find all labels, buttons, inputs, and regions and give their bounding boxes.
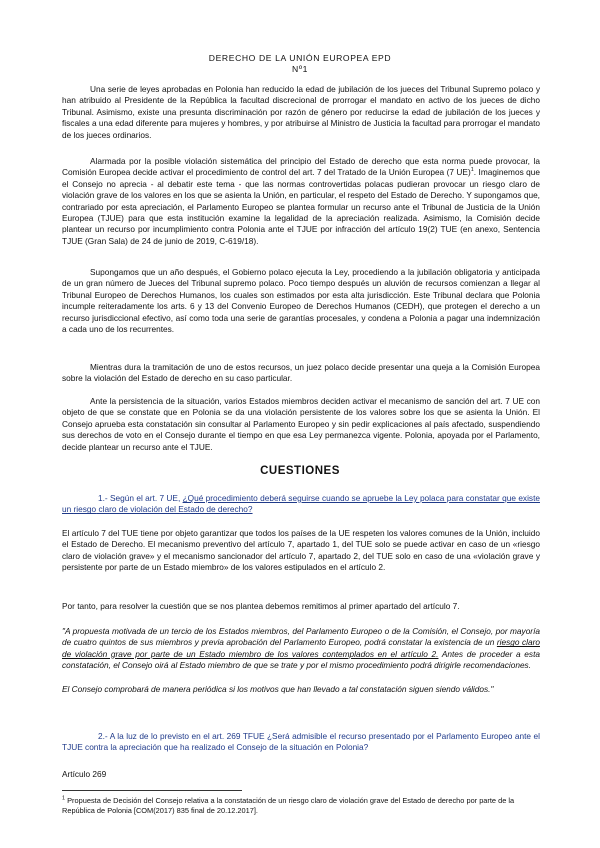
- footnote-ref[interactable]: 1: [470, 167, 474, 174]
- footnote-text: Propuesta de Decisión del Consejo relativa a la constatación de un riesgo claro de violación grave del Estado de derecho por parte de la República de Polonia [COM(2017) 835 final de 20.12.2017].: [62, 796, 515, 815]
- answer-1-conclusion: Por tanto, para resolver la cuestión que se nos plantea debemos remitimos al primer apartado del artículo 7.: [62, 601, 460, 611]
- article-7-quote-end: El Consejo comprobará de manera periódica si los motivos que han llevado a tal constatación siguen siendo válidos.": [62, 684, 494, 694]
- questions-heading: CUESTIONES: [260, 465, 340, 477]
- paragraph-2: [62, 156, 540, 247]
- document-title: DERECHO DE LA UNIÓN EUROPEA EPD: [208, 53, 392, 63]
- question-2: 2.- A la luz de lo previsto en el art. 269 TFUE ¿Será admisible el recurso presentado por el Parlamento Europeo ante el TJUE contra la apreciación que ha realizado el Consejo de la situación en Polonia?: [62, 731, 540, 753]
- article-7-quote: "A propuesta motivada de un tercio de los Estados miembros, del Parlamento Europeo o de la Comisión, el Consejo, por mayoría de cuatro quintos de sus miembros y previa aprobación del Parlamento Europeo, podrá constatar la existencia de un riesgo claro de violación grave por parte de un Estado miembro de los valores contemplados en el artículo 2. Antes de proceder a esta constatación, el Consejo oirá al Estado miembro de que se trate y por el mismo procedimiento podrá dirigirle recomendaciones.: [62, 626, 540, 671]
- article-269-label: Artículo 269: [62, 769, 107, 779]
- paragraph-3: Supongamos que un año después, el Gobierno polaco ejecuta la Ley, procediendo a la jubilación obligatoria y anticipada de un gran número de Jueces del Tribunal supremo polaco. Poco tiempo después un aluvión de recursos comienzan a llegar al Tribunal Europeo de Derechos Humanos, los cuales son estimados por esta alta jurisdicción. Este Tribunal declara que Polonia incumple reiteradamente los arts. 6 y 13 del Convenio Europeo de Derechos Humanos (CEDH), que protegen el derecho a un recurso jurisdiccional efectivo, así como toda una serie de garantías procesales, y condena a Polonia a pagar una indemnización a cada uno de los recurrentes.: [62, 267, 540, 335]
- paragraph-4: Mientras dura la tramitación de uno de estos recursos, un juez polaco decide presentar una queja a la Comisión Europea sobre la violación del Estado de derecho en su caso particular.: [62, 362, 540, 384]
- question-1-text: ¿Qué procedimiento deberá seguirse cuando se apruebe la Ley polaca para constatar que existe un riesgo claro de violación del Estado de derecho?: [62, 493, 540, 515]
- question-1: [62, 493, 540, 516]
- footnote: [62, 796, 540, 816]
- footnote-number: 1: [62, 795, 66, 802]
- paragraph-2-part-b: . Imaginemos que el Consejo no aprecia - al debatir este tema - que las normas controvertidas polacas pudieran provocar un riesgo claro de violación grave de los valores en los que se asienta la Unión, en particular, el respeto del Estado de Derecho. Y supongamos que, contrariado por esta apreciación, el Parlamento Europeo se plantea formular un recurso ante el Tribunal de Justicia de la Unión Europea (TJUE) para que esta institución examine la legalidad de la apreciación realizada. Asimismo, la Comisión decide plantear un recurso por incumplimiento contra Polonia ante el TJUE por infracción del artículo 19(2) TUE (en anexo, Sentencia TJUE (Gran Sala) de 24 de junio de 2019, C-619/18).: [62, 167, 540, 246]
- document-number: Nº1: [292, 64, 308, 74]
- answer-1: El artículo 7 del TUE tiene por objeto garantizar que todos los países de la UE respeten los valores comunes de la Unión, incluido el Estado de Derecho. El mecanismo preventivo del artículo 7, apartado 1, del TUE solo se puede activar en caso de un «riesgo claro de violación grave» y el mecanismo sancionador del artículo 7, apartado 2, del TUE solo en caso de una «violación grave y persistente por parte de un Estado miembro» de los valores estipulados en el artículo 2.: [62, 528, 540, 573]
- paragraph-2-part-a: Alarmada por la posible violación sistemática del principio del Estado de derecho que esta norma puede provocar, la Comisión Europea decide activar el procedimiento de control del art. 7 del Tratado de la Unión Europea (7 UE): [62, 156, 540, 178]
- footnote-divider: [62, 790, 242, 791]
- question-1-riesgo: riesgo: [73, 504, 97, 515]
- paragraph-1: Una serie de leyes aprobadas en Polonia han reducido la edad de jubilación de los jueces del Tribunal Supremo polaco y han atribuido al Presidente de la República la facultad discrecional de prorrogar el mandato en activo de los jueces de dicho Tribunal. Asimismo, existe una presunta discriminación por razón de género por reducirse la edad de jubilación de los jueces y fiscales a una edad diferente para mujeres y hombres, y por atribuirse al Ministro de Justicia la facultad para prorrogar el mandato de los jueces ordinarios.: [62, 84, 540, 140]
- question-1-prefix: 1.- Según el art. 7 UE,: [98, 493, 183, 503]
- paragraph-5: Ante la persistencia de la situación, varios Estados miembros deciden activar el mecanismo de sanción del art. 7 UE con objeto de que se constate que en Polonia se da una violación persistente de los valores sobre los que se asienta la Unión. El Consejo aprueba esta constatación sin consultar al Parlamento Europeo y sin pedir explicaciones al país afectado, suspendiendo sus derechos de voto en el Consejo durante el tiempo en que esa Ley permanezca vigente. Polonia, apoyada por el Parlamento, decide plantear un recurso ante el TJUE.: [62, 396, 540, 452]
- quote-underlined: riesgo claro de violación grave por parte de un Estado miembro de los valores contemplados en el artículo 2.: [62, 637, 540, 659]
